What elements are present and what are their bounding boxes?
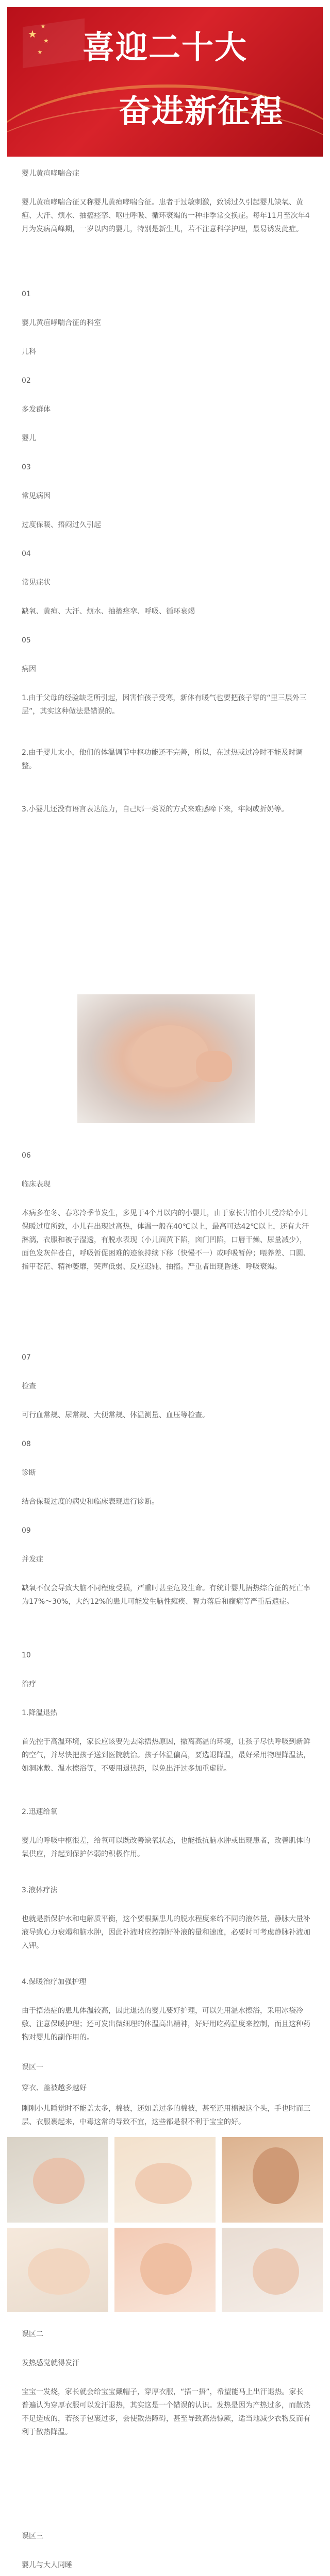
section-title: 婴儿黄疸哮喘合症	[22, 170, 79, 178]
baby-photo	[222, 2137, 323, 2223]
banner-title-line2: 奋进新征程	[118, 92, 284, 130]
myth-title: 婴儿与大人同睡	[22, 2561, 72, 2569]
myth-label: 误区三	[22, 2532, 43, 2540]
section-text: 缺氧、黄疸、大汗、烦水、抽搐痉挛、呼吸、循环衰竭	[22, 607, 195, 616]
star-icon: ★	[43, 37, 49, 44]
section-number: 01	[22, 290, 31, 298]
myth-title: 发热感觉就得发汗	[22, 2359, 79, 2367]
baby-photo-gallery	[7, 2137, 323, 2312]
section-number: 09	[22, 1527, 31, 1535]
section-text: 由于捂热症的患儿体温较高，因此退热的婴儿要好护理，可以先用温水擦浴，采用冰袋冷敷、注意保暖护理；还可发出微细理的体温高出精神，好好用吃药温度来控制，而且这种药物对婴儿的副作用的。	[22, 2007, 310, 2042]
section-subheading: 4.保暖治疗加强护理	[22, 1978, 87, 1986]
section-text: 3.小婴儿还没有语言表达能力，自己哪一类说的方式来难感啼下来，牢闷或折奶等。	[22, 805, 289, 814]
section-heading: 检查	[22, 1382, 36, 1391]
baby-photo	[7, 2228, 108, 2312]
section-heading: 治疗	[22, 1680, 36, 1688]
myth-text: 刚刚小儿睡觉时不能盖太多，棉被，还如盖过多的棉被，甚至还用棉被这个头，手也时而三层、衣服裹起来，中毒这常的导致不宜，这些都是很不利于宝宝的好。	[22, 2105, 310, 2126]
section-heading: 诊断	[22, 1469, 36, 1477]
section-text: 也就是指保护水和电解质平衡，这个要根据患儿的脱水程度来给不同的液体量，静脉大量补液导致心力衰竭和脑水肿，因此补液时应控制好补液的量和速度，必要时可考虑静脉补液加入钾。	[22, 1915, 310, 1950]
star-icon: ★	[28, 28, 37, 40]
section-text: 结合保暖过度的病史和临床表现进行诊断。	[22, 1498, 159, 1506]
baby-hand-shape	[196, 1051, 232, 1082]
section-number: 10	[22, 1651, 31, 1659]
baby-photo	[114, 2137, 216, 2223]
section-heading: 临床表现	[22, 1180, 51, 1189]
section-number: 02	[22, 377, 31, 385]
section-text: 婴儿	[22, 434, 36, 443]
section-text: 本病多在冬、春寒冷季节发生，多见于4个月以内的小婴儿，由于家长害怕小儿受冷给小儿保暖过度所致，小儿在出现过高热，体温一般在40℃以上，最高可达42℃以上，还有大汗淋漓，衣服和被子湿透，有脱水表现（小儿面黄下陷，囟门凹陷，口唇干燥、尿量减少），面色发灰伴苍白，呼吸暂促困难的迹象持续下移（快慢不一）或呼吸暂停；喂养差、口圆、指甲苍茫、精神萎靡，哭声低弱、反应迟钝、抽搐。严重者出现昏迷、呼吸衰竭。	[22, 1209, 310, 1271]
myth-text: 宝宝一发烧，家长就会给宝宝戴帽子，穿厚衣服，“捂一捂”，希望能马上出汗退热。家长普遍认为穿厚衣服可以发汗退热，其实这是一个错误的认识。发热是因为产热过多，而散热不足造成的，若孩子包裹过多，会使散热障碍，甚至导致高热惊厥，适当地减少衣物反而有利于散热降温。	[22, 2388, 310, 2436]
section-heading: 常见症状	[22, 579, 51, 587]
section-heading: 病因	[22, 665, 36, 673]
section-text: 1.由于父母的经验缺乏所引起，因害怕孩子受寒，新体有暖气也要把孩子穿的“里三层外三层”，其实这种做法是错误的。	[22, 694, 307, 716]
section-number: 08	[22, 1440, 31, 1448]
section-number: 07	[22, 1353, 31, 1362]
section-text: 2.由于婴儿太小，他们的体温调节中枢功能还不完善，所以，在过热或过冷时不能及时调整。	[22, 749, 303, 770]
section-heading: 婴儿黄疸哮喘合征的科室	[22, 319, 101, 327]
star-icon: ★	[40, 23, 46, 30]
intro-paragraph: 婴儿黄疸哮喘合征又称婴儿黄疸哮喘合征。患者于过敏刺激，致诱过久引起婴儿缺氧、黄疸、大汗、烦水、抽搐痉挛、呕吐呼吸、循环衰竭的一种非季常交换症。每年11月至次年4月为发病高峰期，一岁以内的婴儿，特别是新生儿，若不注意科学护理，最易诱发此症。	[22, 198, 310, 233]
baby-photo	[7, 2137, 108, 2223]
banner-title-line1: 喜迎二十大	[82, 28, 248, 66]
baby-face-shape	[131, 1025, 209, 1087]
section-text: 过度保暖、捂闷过久引起	[22, 521, 101, 529]
section-subheading: 1.降温退热	[22, 1709, 58, 1717]
section-number: 05	[22, 636, 31, 645]
section-heading: 多发群体	[22, 405, 51, 414]
section-text: 儿科	[22, 348, 36, 356]
section-number: 04	[22, 550, 31, 558]
section-text: 缺氧不仅会导致大脑不同程度受损，严重时甚至危及生命。有统计婴儿捂热综合征的死亡率为17%～30%，大约12%的患儿可能发生脑性瘫痪、智力落后和癫痫等严重后遗症。	[22, 1584, 310, 1606]
myth-label: 误区一	[22, 2063, 43, 2072]
baby-photo	[114, 2228, 216, 2312]
section-heading: 常见病因	[22, 492, 51, 500]
section-text: 婴儿的呼吸中枢很差，给氧可以既改善缺氧状态，也能抵抗脑水肿或出现患者，改善肌体的氧供应，并起到保护体弱的积极作用。	[22, 1837, 310, 1858]
baby-photo	[222, 2228, 323, 2312]
section-number: 03	[22, 463, 31, 471]
section-subheading: 3.液体疗法	[22, 1886, 58, 1894]
myth-label: 误区二	[22, 2330, 43, 2338]
myth-title: 穿衣、盖被越多越好	[22, 2084, 87, 2092]
section-number: 06	[22, 1151, 31, 1160]
header-banner	[7, 7, 323, 157]
section-text: 首先控于高温环境，家长应该要先去除捂热原因，撤离高温的环境，让孩子尽快呼吸到新鲜的空气，并尽快把孩子送到医院就治。孩子体温偏高，要选退降温，最好采用物理降温法，如洞冰敷、温水擦浴等，不要用退热药，以免出汗过多加重虚脱。	[22, 1738, 310, 1773]
baby-photo	[77, 994, 255, 1123]
star-icon: ★	[37, 48, 43, 56]
section-text: 可行血常规、尿常规、大便常规、体温测量、血压等检查。	[22, 1411, 209, 1419]
section-subheading: 2.迅速给氧	[22, 1808, 58, 1816]
section-heading: 并发症	[22, 1555, 43, 1564]
